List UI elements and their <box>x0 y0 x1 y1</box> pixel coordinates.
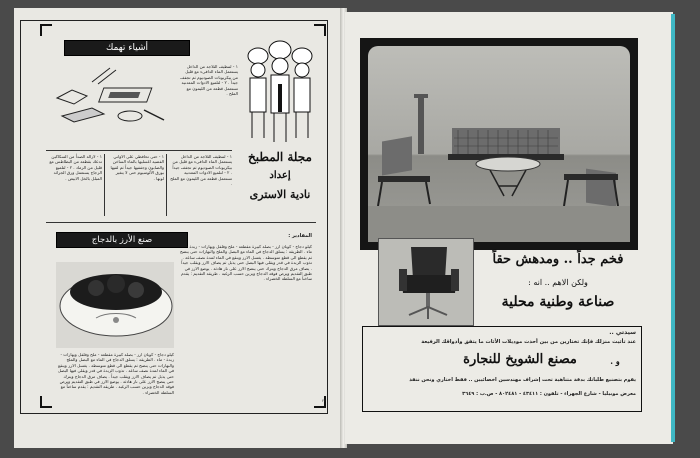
ad-salutation: سيدتي .. <box>609 329 636 336</box>
ad-tagline-sub: ولكن الاهم .. انه : <box>528 278 588 287</box>
ad-prefix: و . <box>610 356 620 366</box>
sofa-set-illustration <box>368 46 630 242</box>
divider <box>104 154 105 216</box>
chefs-cartoon <box>238 38 322 150</box>
ingredients-title: المقادير : <box>288 233 312 239</box>
divider <box>166 154 167 216</box>
ad-text: عند تأثيث منزلك فإنك تختارين من بين أحدث موديلات الأثاث ما يتفق وأذواقك الرفيعة <box>421 339 636 345</box>
recipe-text: كيلو دجاج - كوبان ارز - بصلة كبيرة مقطعة - ملح وفلفل وبهارات - زبدة - ماء . الطريقة : يسلق الدجاج في الماء مع البصل والملح والبهارات حتى ينضج ثم يقطع الى قطع متوسطة . يغسل الارز وينقع في الماء لمدة نصف ساعة . تذوب الزبدة في قدر ويقلى فيها البصل حتى يذبل ثم يضاف الارز ويقلب جيداً . يضاف مرق الدجاج ويترك حتى ينضج الارز على نار هادئة . يوضع الارز في طبق التقديم ويرص فوقه الدجاج ويزين حسب الرغبة . طريقة التقديم : يقدم ساخناً مع السلطة الخضراء . <box>180 244 312 282</box>
office-armchair-illustration <box>379 239 473 325</box>
page-edge <box>671 14 675 442</box>
corner-ornament <box>314 24 326 36</box>
divider <box>46 222 316 223</box>
magazine-box-author: نادية الاسترى <box>249 188 311 201</box>
page-number: ٢٢ <box>322 398 327 403</box>
recipe-header: صنع الأرز بالدجاج <box>56 232 188 248</box>
ad-footer-text: يقوم بتصنيع طلباتك بدقة متناهية تحت إشراف مهندسين اخصائيين .. فقط اختاري ونحن ننفذ <box>409 377 636 383</box>
divider <box>46 150 232 151</box>
furniture-photo-frame <box>360 38 638 250</box>
ad-tagline-product: صناعة وطنية محلية <box>501 294 615 310</box>
magazine-box-title: مجلة المطبخ <box>248 150 312 164</box>
magazine-box-subtitle: إعداد <box>269 170 291 181</box>
tips-column-text: ١ - حتى تحافظي على الاواني الفضية اغسليها بالماء الساخن والصابون وجففيها جيداً ثم لفيها بورق الألومنيوم حتى لا يتغير لونها . <box>110 154 164 181</box>
recipe-text-continued: كيلو دجاج - كوبان ارز - بصلة كبيرة مقطعة - ملح وفلفل وبهارات - زبدة - ماء . الطريقة : يسلق الدجاج في الماء مع البصل والملح والبهارات حتى ينضج ثم يقطع الى قطع متوسطة . يغسل الارز وينقع في الماء لمدة نصف ساعة . تذوب الزبدة في قدر ويقلى فيها البصل حتى يذبل ثم يضاف الارز ويقلب جيداً . يضاف مرق الدجاج ويترك حتى ينضج الارز على نار هادئة . يوضع الارز في طبق التقديم ويرص فوقه الدجاج ويزين حسب الرغبة . طريقة التقديم : يقدم ساخناً مع السلطة الخضراء . <box>57 352 174 395</box>
tips-column-text: ١ - لازالة الصدأ من السكاكين تدعك بقطعة من البطاطس مع قليل من الرماد . ٢ - لتلميع الزجاج يستعمل ورق الجرائد المبلل بالخل الابيض . <box>49 154 102 181</box>
ad-address: معرض موبيليا - شارع الجهراء - تلفون : ٤٣٤١١ - ٨٠٢٤٨١ - ص.ب : ٣٦٤٩ <box>462 391 636 397</box>
casserole-dish-photo <box>56 262 174 348</box>
armchair-photo <box>378 238 474 326</box>
tips-column-text: ١ - لتنظيف الثلاجة من الداخل يستعمل الماء الدافىء مع قليل من بيكربونات الصوديوم ثم تجفف جيداً . ٢ - لتلميع الادوات المعدنية تستعمل قطعة من الليمون مع الملح . <box>170 154 232 187</box>
living-room-photo <box>368 46 630 242</box>
tips-column-text: ١ - لتنظيف الثلاجة من الداخل يستعمل الماء الدافىء مع قليل من بيكربونات الصوديوم ثم تجفف جيداً . ٢ - لتلميع الادوات المعدنية تستعمل قطعة من الليمون مع الملح . <box>180 64 238 97</box>
corner-ornament <box>40 396 52 408</box>
kitchen-tools-illustration <box>52 60 182 130</box>
ad-tagline-main: فخم جداً .. ومدهش حقاً <box>492 252 624 267</box>
ad-company-name: مصنع الشويخ للنجارة <box>463 352 577 367</box>
corner-ornament <box>40 24 52 36</box>
section-header-things: أشياء تهمك <box>64 40 190 56</box>
